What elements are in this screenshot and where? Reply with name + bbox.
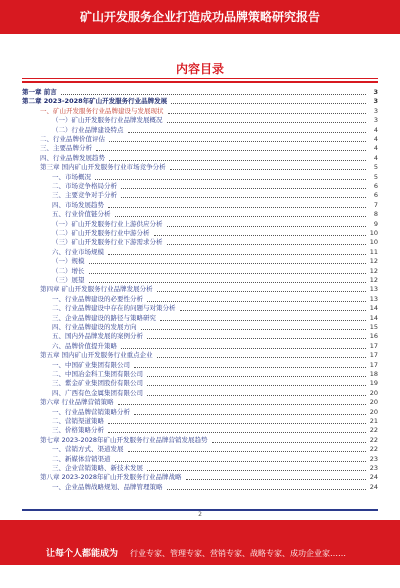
toc-list [22,84,378,511]
toc-entry-page: 23 [369,454,378,463]
toc-leader-dots [121,342,366,349]
toc-entry-page: 20 [369,398,378,407]
toc-entry-label: 一、行业品牌营销策略分析 [52,407,130,416]
toc-entry-page: 21 [369,417,378,425]
toc-entry-label: 四、广西有色金属集团有限公司 [52,388,143,397]
toc-entry[interactable] [22,379,378,388]
toc-entry-page: 18 [369,370,378,378]
toc-entry-label: 三、企业营销策略、新技术发展 [52,464,143,472]
toc-entry[interactable] [22,267,378,276]
toc-leader-dots [109,154,366,161]
toc-entry[interactable] [22,238,378,247]
toc-entry-label: 二、中国冶金科工集团有限公司 [52,370,143,378]
toc-leader-dots [89,267,367,274]
page-number: 2 [198,511,202,518]
toc-entry-label: 二、行业品牌价值评估 [40,135,105,143]
toc-entry-page: 9 [373,219,378,228]
toc-entry-label: 一、中国矿业集团有限公司 [52,360,130,369]
toc-leader-dots [108,417,366,424]
toc-leader-dots [134,361,366,368]
toc-leader-dots [121,191,366,198]
toc-leader-dots [170,163,366,170]
toc-leader-dots [96,144,366,151]
toc-entry[interactable] [22,370,378,379]
toc-leader-dots [180,304,367,311]
toc-leader-dots [186,473,367,480]
toc-entry-page: 13 [369,285,378,294]
toc-entry[interactable] [22,163,378,172]
toc-entry-label: （三）矿山开发服务行业下游需求分析 [52,238,163,247]
toc-leader-dots [108,426,366,433]
toc-entry[interactable] [22,314,378,323]
toc-leader-dots [115,210,367,217]
toc-leader-dots [115,455,367,462]
toc-entry[interactable] [22,210,378,219]
toc-leader-dots [89,257,367,264]
toc-entry-label: 第二章 2023-2028年矿山开发服务行业品牌发展 [22,97,168,106]
toc-entry-label: 五、国内外品牌发展的案例分析 [52,332,143,341]
toc-entry[interactable] [22,135,378,144]
toc-title: 内容目录 [175,62,224,76]
toc-top-rule [22,78,378,79]
toc-entry[interactable] [22,408,378,417]
toc-entry-label: 三、主要竞争对手分析 [52,191,117,200]
toc-entry-label: 第六章 行业品牌营销策略 [40,398,114,407]
toc-entry-label: （一）矿山开发服务行业上游供应分析 [52,219,163,228]
toc-entry-page: 22 [369,435,378,444]
toc-entry[interactable] [22,97,378,106]
toc-entry-label: 第八章 2023-2028年矿山开发服务行业品牌战略 [40,473,182,482]
toc-entry-page: 8 [373,210,378,219]
toc-entry-page: 12 [369,257,378,266]
toc-entry-label: 四、市场发展趋势 [52,200,104,209]
toc-entry-label: 第四章 矿山开发服务行业品牌发展分析 [40,285,153,294]
toc-entry[interactable] [22,304,378,313]
toc-entry-label: （二）增长 [52,266,85,275]
toc-entry-label: 一、矿山开发服务行业品牌建设与发展现状 [40,106,164,115]
toc-entry[interactable] [22,154,378,163]
toc-entry-page: 16 [369,332,378,341]
toc-entry-page: 24 [369,473,378,482]
toc-entry-page: 4 [373,144,378,153]
toc-entry[interactable] [22,229,378,238]
toc-leader-dots [167,116,367,123]
toc-leader-dots [61,88,366,95]
toc-entry[interactable] [22,107,378,116]
toc-entry[interactable] [22,464,378,473]
toc-entry-page: 12 [369,276,378,284]
toc-entry-page: 14 [369,313,378,322]
toc-entry-label: 第三章 国内矿山开发服务行业市场竞争分析 [40,163,166,172]
report-title: 矿山开发服务企业打造成功品牌策略研究报告 [79,10,320,24]
toc-entry-label: 六、行业市场规模 [52,247,104,256]
toc-entry[interactable] [22,201,378,210]
toc-entry-label: 二、新媒体营销渠道 [52,454,111,463]
toc-entry-page: 22 [369,426,378,435]
toc-entry-label: 第一章 前言 [22,88,57,96]
toc-entry-label: 第七章 2023-2028年矿山开发服务行业品牌营销发展趋势 [40,435,208,444]
toc-entry-label: 二、市场竞争格局分析 [52,182,117,190]
toc-entry-page: 7 [373,200,378,209]
toc-entry-page: 17 [369,360,378,369]
toc-entry-page: 4 [373,153,378,162]
toc-entry-label: （二）矿山开发服务行业中游分析 [52,229,150,237]
toc-entry-label: 二、营销渠道策略 [52,417,104,425]
toc-entry[interactable] [22,417,378,426]
toc-entry[interactable] [22,323,378,332]
toc-entry[interactable] [22,351,378,360]
toc-leader-dots [108,201,366,208]
toc-entry-page: 10 [369,229,378,237]
toc-entry-label: （一）矿山开发服务行业品牌发展概况 [52,116,163,125]
toc-entry-page: 13 [369,294,378,303]
toc-entry-page: 5 [373,163,378,172]
toc-leader-dots [141,323,367,330]
toc-leader-dots [168,107,367,114]
toc-entry[interactable] [22,126,378,135]
toc-entry-label: 一、市场概况 [52,172,91,181]
toc-leader-dots [147,295,366,302]
toc-entry[interactable] [22,116,378,125]
footer-left-text: 让每个人都能成为 [46,549,119,559]
footer-right-text: 行业专家、管理专家、营销专家、战略专家、成功企业家…… [130,549,346,558]
toc-entry[interactable] [22,473,378,482]
toc-leader-dots [121,182,366,189]
toc-entry-label: 三、价格策略分析 [52,426,104,435]
toc-entry[interactable] [22,295,378,304]
toc-entry-page: 3 [373,88,378,96]
toc-entry-page: 6 [373,182,378,190]
toc-entry-page: 10 [369,238,378,247]
toc-entry[interactable] [22,276,378,285]
toc-entry[interactable] [22,455,378,464]
toc-leader-dots [147,332,366,339]
toc-entry[interactable] [22,257,378,266]
toc-entry[interactable] [22,191,378,200]
toc-leader-dots [167,238,367,245]
toc-entry-page: 12 [369,266,378,275]
toc-entry-label: 三、紫金矿业集团股份有限公司 [52,379,143,388]
toc-leader-dots [157,285,366,292]
footer-bar [0,520,400,565]
toc-entry-page: 3 [373,97,378,106]
toc-leader-dots [171,97,366,104]
toc-entry-page: 22 [369,445,378,454]
toc-leader-dots [134,408,366,415]
toc-entry-page: 17 [369,341,378,350]
toc-entry-page: 17 [369,351,378,360]
toc-entry-label: 三、主要品牌分析 [40,144,92,153]
toc-entry-label: 一、行业品牌建设的必要性分析 [52,294,143,303]
toc-leader-dots [212,436,367,443]
toc-entry-label: 四、行业品牌发展趋势 [40,153,105,162]
toc-entry[interactable] [22,144,378,153]
toc-entry-label: 第五章 国内矿山开发服务行业重点企业 [40,351,153,360]
toc-entry[interactable] [22,285,378,294]
toc-entry-page: 5 [373,172,378,181]
toc-entry[interactable] [22,389,378,398]
toc-entry[interactable] [22,248,378,257]
toc-entry[interactable] [22,436,378,445]
toc-entry[interactable] [22,220,378,229]
toc-entry-page: 19 [369,379,378,388]
toc-leader-dots [128,126,367,133]
toc-leader-dots [108,248,366,255]
toc-entry-page: 20 [369,407,378,416]
toc-entry-label: （一）规模 [52,257,85,266]
toc-entry-label: 一、企业品牌战略规划、品牌管理策略 [52,482,163,491]
toc-leader-dots [167,220,367,227]
toc-entry-label: 四、行业品牌建设的发展方向 [52,323,137,331]
toc-entry-label: 二、行业品牌建设中存在的问题与对策分析 [52,304,176,313]
toc-entry-page: 6 [373,191,378,200]
toc-entry-page: 20 [369,388,378,397]
toc-entry[interactable] [22,342,378,351]
toc-entry-page: 4 [373,135,378,143]
toc-entry-page: 24 [369,482,378,491]
toc-entry-page: 23 [369,464,378,472]
toc-entry[interactable] [22,483,378,492]
toc-leader-dots [128,445,367,452]
toc-leader-dots [109,135,366,142]
toc-leader-dots [147,370,366,377]
toc-entry[interactable] [22,88,378,97]
toc-top-rule-double [22,81,378,83]
toc-entry-label: （二）行业品牌建设特点 [52,125,124,134]
toc-entry-page: 15 [369,323,378,331]
toc-entry[interactable] [22,361,378,370]
toc-leader-dots [147,464,366,471]
toc-leader-dots [154,229,367,236]
toc-entry[interactable] [22,445,378,454]
toc-entry[interactable] [22,426,378,435]
toc-leader-dots [157,351,366,358]
toc-leader-dots [89,276,367,283]
toc-entry-page: 4 [373,125,378,134]
toc-entry[interactable] [22,173,378,182]
toc-entry-page: 14 [369,304,378,313]
toc-entry-label: 三、企业品牌建设的路径与策略研究 [52,313,156,322]
toc-leader-dots [167,483,367,490]
toc-entry[interactable] [22,332,378,341]
toc-leader-dots [160,314,366,321]
report-header-bar [0,0,400,34]
toc-entry-label: 五、行业价值链分析 [52,210,111,219]
toc-entry-page: 11 [369,247,378,256]
toc-entry-label: 一、营销方式、渠道发展 [52,445,124,454]
toc-entry[interactable] [22,182,378,191]
toc-leader-dots [147,379,366,386]
toc-entry-page: 3 [373,106,378,115]
toc-leader-dots [118,398,366,405]
toc-entry-label: 六、品牌价值提升策略 [52,341,117,350]
toc-entry[interactable] [22,398,378,407]
toc-entry-page: 3 [373,116,378,125]
toc-leader-dots [95,173,366,180]
toc-entry-label: （三）展望 [52,276,85,284]
toc-leader-dots [147,389,366,396]
